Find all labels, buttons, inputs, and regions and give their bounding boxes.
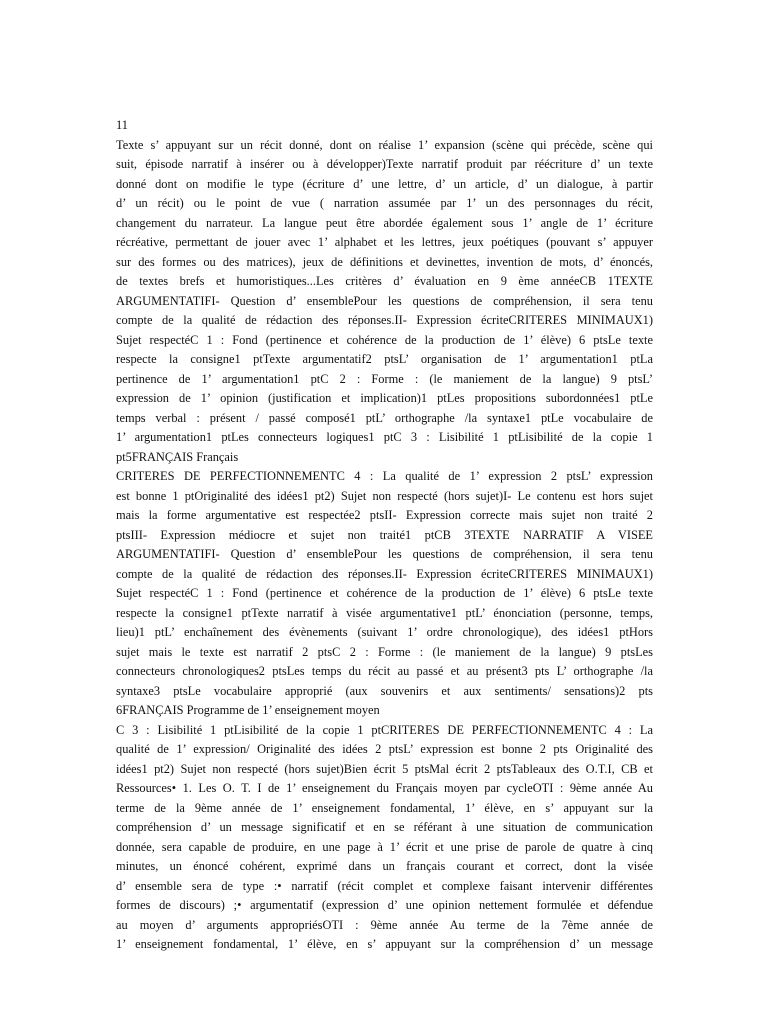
text-line: sujet mais le texte est narratif 2 ptsC 2 : Forme : (le maniement de la langue) 9 ptsLes <box>116 644 653 659</box>
text-line: suit, épisode narratif à insérer ou à développer)Texte narratif produit par réécriture d’ un texte <box>116 157 653 171</box>
text-line: respecte la consigne1 ptTexte argumentatif2 ptsL’ organisation de 1’ argumentation1 ptLa <box>116 352 653 366</box>
text-line: terme de la 9ème année de 1’ enseignement fondamental, 1’ élève, en s’ appuyant sur la <box>116 800 653 815</box>
text-line: d’ un récit) ou le point de vue ( narration assumée par 1’ un des personnages du récit, <box>116 196 653 210</box>
text-line: compte de la qualité de rédaction des réponses.II- Expression écriteCRITERES MINIMAUX1) <box>116 566 653 581</box>
text-line: récréative, permettant de jouer avec 1’ alphabet et les lettres, jeux poétiques (pouvant s’ appuyer <box>116 235 653 249</box>
text-line: connecteurs chronologiques2 ptsLes temps du récit au passé et au présent3 pts L’ orthographe /la <box>116 664 653 678</box>
text-line: Ressources• 1. Les O. T. I de 1’ enseignement du Français moyen par cycleOTI : 9ème année Au <box>116 781 653 795</box>
text-line: Sujet respectéC 1 : Fond (pertinence et cohérence de la production de 1’ élève) 6 ptsLe texte <box>116 332 653 347</box>
text-line: Texte s’ appuyant sur un récit donné, dont on réalise 1’ expansion (scène qui précède, scène qui <box>116 137 653 152</box>
text-line: idées1 pt2) Sujet non respecté (hors sujet)Bien écrit 5 ptsMal écrit 2 ptsTableaux des O.T.I, CB et <box>116 761 653 776</box>
text-line: respecte la consigne1 ptTexte narratif à visée argumentative1 ptL’ énonciation (personne, temps, <box>116 605 653 620</box>
text-line: mais la forme argumentative est respectée2 ptsII- Expression correcte mais sujet non traité 2 <box>116 508 653 522</box>
text-line: donnée, sera capable de produire, en une page à 1’ écrit et une prise de parole de quatre à cinq <box>116 839 653 854</box>
text-line: 1’ argumentation1 ptLes connecteurs logiques1 ptC 3 : Lisibilité 1 ptLisibilité de la copie 1 <box>116 430 653 444</box>
text-line: compte de la qualité de rédaction des réponses.II- Expression écriteCRITERES MINIMAUX1) <box>116 313 653 327</box>
document-page <box>116 116 653 955</box>
text-line: donné dont on modifie le type (écriture d’ une lettre, d’ un article, d’ un dialogue, à partir <box>116 176 653 191</box>
text-line: 6FRANÇAIS Programme de 1’ enseignement moyen <box>116 703 380 717</box>
text-line: de textes brefs et humoristiques...Les critères d’ évaluation en 9 ème annéeCB 1TEXTE <box>116 274 653 288</box>
text-line: sur des formes ou des matrices), jeux de définitions et devinettes, invention de mots, d’ énoncés, <box>116 254 653 269</box>
text-line: Sujet respectéC 1 : Fond (pertinence et cohérence de la production de 1’ élève) 6 ptsLe texte <box>116 586 653 600</box>
text-line: pt5FRANÇAIS Français <box>116 449 239 464</box>
text-line: qualité de 1’ expression/ Originalité des idées 2 ptsL’ expression est bonne 2 pts Originalité des <box>116 742 653 756</box>
text-line: changement du narrateur. La langue peut être abordée également sous 1’ angle de 1’ écriture <box>116 215 653 230</box>
text-line: ARGUMENTATIFI- Question d’ ensemblePour les questions de compréhension, il sera tenu <box>116 547 653 561</box>
text-line: formes de discours) ;• argumentatif (expression d’ une opinion nettement formulée et défendue <box>116 898 653 912</box>
text-line: ptsIII- Expression médiocre et sujet non traité1 ptCB 3TEXTE NARRATIF A VISEE <box>116 527 653 542</box>
text-line: C 3 : Lisibilité 1 ptLisibilité de la copie 1 ptCRITERES DE PERFECTIONNEMENTC 4 : La <box>116 722 653 737</box>
text-line: 1’ enseignement fondamental, 1’ élève, en s’ appuyant sur la compréhension d’ un message <box>116 937 653 951</box>
text-line: minutes, un énoncé cohérent, exprimé dans un français courant et correct, dont la visée <box>116 859 653 873</box>
text-line: lieu)1 ptL’ enchaînement des évènements (suivant 1’ ordre chronologique), des idées1 ptHors <box>116 625 653 639</box>
text-line: d’ ensemble sera de type :• narratif (récit complet et complexe faisant intervenir différentes <box>116 878 653 893</box>
text-line: CRITERES DE PERFECTIONNEMENTC 4 : La qualité de 1’ expression 2 ptsL’ expression <box>116 469 653 483</box>
page-number: 11 <box>116 118 128 132</box>
text-line: syntaxe3 ptsLe vocabulaire approprié (aux souvenirs et aux sentiments/ sensations)2 pts <box>116 683 653 698</box>
text-line: expression de 1’ opinion (justification et implication)1 ptLes propositions subordonnées1 ptLe <box>116 391 653 405</box>
text-line: temps verbal : présent / passé composé1 ptL’ orthographe /la syntaxe1 ptLe vocabulaire de <box>116 410 653 425</box>
body-text <box>116 136 653 955</box>
text-line: est bonne 1 ptOriginalité des idées1 pt2) Sujet non respecté (hors sujet)I- Le contenu est hors sujet <box>116 488 653 503</box>
text-line: pertinence de 1’ argumentation1 ptC 2 : Forme : (le maniement de la langue) 9 ptsL’ <box>116 371 653 386</box>
text-line: ARGUMENTATIFI- Question d’ ensemblePour les questions de compréhension, il sera tenu <box>116 293 653 308</box>
text-line: compréhension d’ un message significatif et en se référant à une situation de communication <box>116 820 653 834</box>
text-line: au moyen d’ arguments appropriésOTI : 9ème année Au terme de la 7ème année de <box>116 917 653 932</box>
